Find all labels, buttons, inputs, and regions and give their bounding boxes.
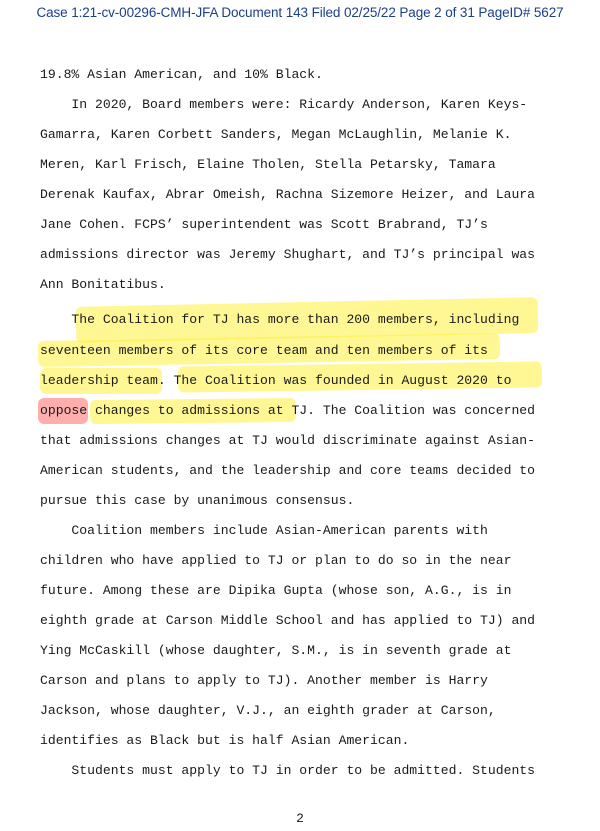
body-line: Meren, Karl Frisch, Elaine Tholen, Stella Petarsky, Tamara: [40, 157, 496, 172]
body-line: future. Among these are Dipika Gupta (whose son, A.G., is in: [40, 583, 512, 598]
body-line: American students, and the leadership and core teams decided to: [40, 463, 536, 478]
body-line: seventeen members of its core team and ten members of its: [40, 343, 488, 358]
body-line: Carson and plans to apply to TJ). Another member is Harry: [40, 673, 488, 688]
body-line: admissions director was Jeremy Shughart, and TJ’s principal was: [40, 247, 536, 262]
body-line: Ann Bonitatibus.: [40, 277, 166, 292]
body-line: The Coalition for TJ has more than 200 members, including: [40, 312, 520, 327]
body-line: pursue this case by unanimous consensus.: [40, 493, 355, 508]
body-line: Derenak Kaufax, Abrar Omeish, Rachna Sizemore Heizer, and Laura: [40, 187, 536, 202]
body-line: Ying McCaskill (whose daughter, S.M., is in seventh grade at: [40, 643, 512, 658]
body-line: Jane Cohen. FCPS’ superintendent was Scott Brabrand, TJ’s: [40, 217, 488, 232]
body-line: that admissions changes at TJ would discriminate against Asian-: [40, 433, 536, 448]
body-line: Jackson, whose daughter, V.J., an eighth grader at Carson,: [40, 703, 496, 718]
page-number: 2: [296, 811, 304, 826]
body-line: In 2020, Board members were: Ricardy Anderson, Karen Keys-: [40, 97, 528, 112]
case-header: Case 1:21-cv-00296-CMH-JFA Document 143 Filed 02/25/22 Page 2 of 31 PageID# 5627: [36, 5, 564, 20]
body-line: eighth grade at Carson Middle School and has applied to TJ) and: [40, 613, 536, 628]
body-line: children who have applied to TJ or plan to do so in the near: [40, 553, 512, 568]
body-line: leadership team. The Coalition was founded in August 2020 to: [40, 373, 512, 388]
body-line: 19.8% Asian American, and 10% Black.: [40, 67, 323, 82]
body-line: oppose changes to admissions at TJ. The Coalition was concerned: [40, 403, 536, 418]
body-line: Coalition members include Asian-American parents with: [40, 523, 488, 538]
body-line: Students must apply to TJ in order to be admitted. Students: [40, 763, 536, 778]
body-line: identifies as Black but is half Asian American.: [40, 733, 410, 748]
body-line: Gamarra, Karen Corbett Sanders, Megan McLaughlin, Melanie K.: [40, 127, 512, 142]
